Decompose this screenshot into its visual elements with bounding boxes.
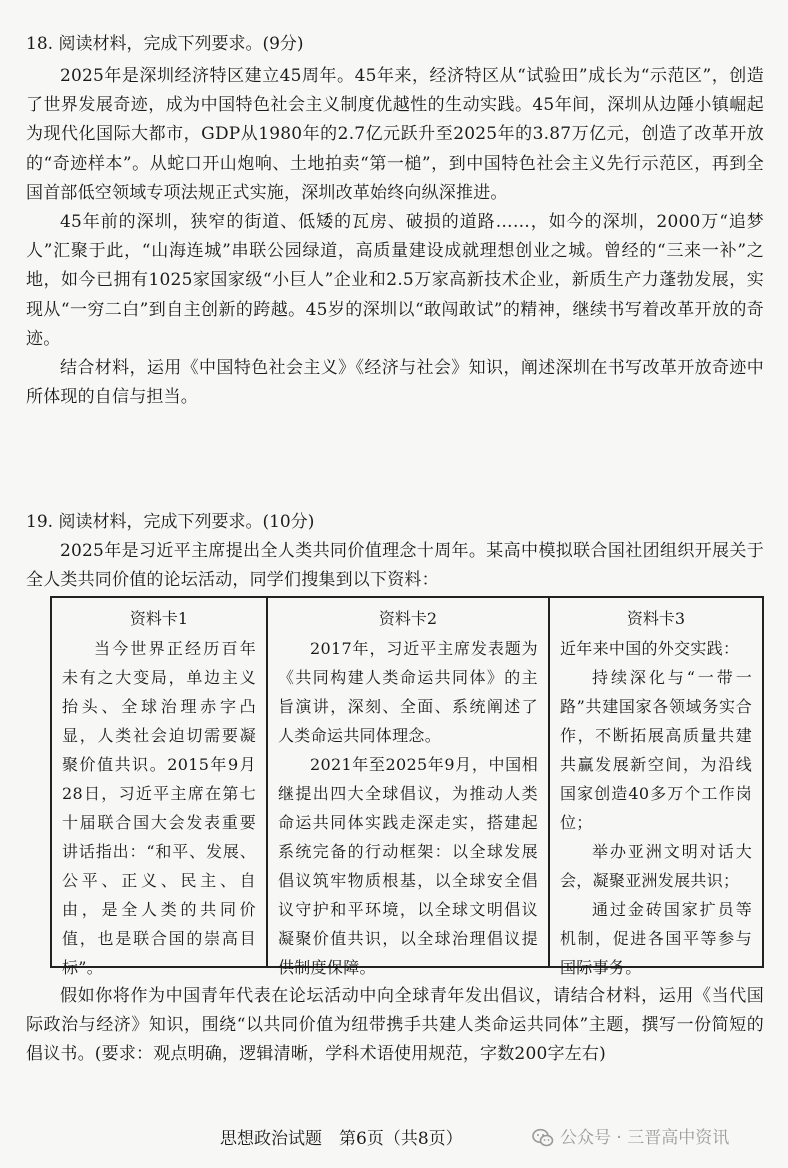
q19-task: 假如你将作为中国青年代表在论坛活动中向全球青年发出倡议，请结合材料，运用《当代国际政治与经济》知识，围绕“以共同价值为纽带携手共建人类命运共同体”主题，撰写一份简短的倡议书。(要求：观点明确，逻辑清晰，学科术语使用规范，字数200字左右) bbox=[26, 986, 764, 1065]
card-3-lead: 近年来中国的外交实践： bbox=[560, 639, 740, 658]
material-card-1 bbox=[52, 598, 266, 977]
q18-paragraph-2: 45年前的深圳，狭窄的街道、低矮的瓦房、破损的道路……，如今的深圳，2000万“追梦人”汇聚于此，“山海连城”串联公园绿道，高质量建设成就理想创业之城。曾经的“三来一补”之地，如今已拥有1025家国家级“小巨人”企业和2.5万家高新技术企业，新质生产力蓬勃发展，实现从“一穷二白”到自主创新的跨越。45岁的深圳以“敢闯敢试”的精神，继续书写着改革开放的奇迹。 bbox=[26, 212, 764, 349]
card-1-text: 当今世界正经历百年未有之大变局，单边主义抬头、全球治理赤字凸显，人类社会迫切需要凝聚价值共识。2015年9月28日，习近平主席在第七十届联合国大会发表重要讲话指出：“和平、发展、公平、正义、民主、自由，是全人类的共同价值，也是联合国的崇高目标”。 bbox=[62, 639, 256, 977]
card-3-title: 资料卡3 bbox=[626, 609, 686, 628]
watermark bbox=[532, 1125, 729, 1151]
material-card-3 bbox=[548, 598, 762, 977]
card-1-title: 资料卡1 bbox=[129, 609, 189, 628]
q19-title: 19. 阅读材料，完成下列要求。(10分) bbox=[26, 512, 315, 532]
card-3-paragraph-3: 通过金砖国家扩员等机制，促进各国平等参与国际事务。 bbox=[560, 900, 752, 977]
q19-intro: 2025年是习近平主席提出全人类共同价值理念十周年。某高中模拟联合国社团组织开展关于全人类共同价值的论坛活动，同学们搜集到以下资料： bbox=[26, 541, 764, 591]
material-cards-table bbox=[50, 596, 764, 977]
page-footer: 思想政治试题 第6页（共8页） bbox=[220, 1129, 463, 1149]
q18-question: 结合材料，运用《中国特色社会主义》《经济与社会》知识，阐述深圳在书写改革开放奇迹中所体现的自信与担当。 bbox=[26, 358, 764, 408]
wechat-icon bbox=[532, 1128, 554, 1148]
q18-paragraph-1: 2025年是深圳经济特区建立45周年。45年来，经济特区从“试验田”成长为“示范区”，创造了世界发展奇迹，成为中国特色社会主义制度优越性的生动实践。45年间，深圳从边陲小镇崛起为现代化国际大都市，GDP从1980年的2.7亿元跃升至2025年的3.87万亿元，创造了改革开放的“奇迹样本”。从蛇口开山炮响、土地拍卖“第一槌”，到中国特色社会主义先行示范区，再到全国首部低空领域专项法规正式实施，深圳改革始终向纵深推进。 bbox=[26, 66, 764, 203]
q18-title: 18. 阅读材料，完成下列要求。(9分) bbox=[26, 34, 304, 54]
card-2-paragraph-1: 2017年，习近平主席发表题为《共同构建人类命运共同体》的主旨演讲，深刻、全面、系统阐述了人类命运共同体理念。 bbox=[278, 639, 538, 745]
card-2-title: 资料卡2 bbox=[378, 609, 438, 628]
material-card-2 bbox=[266, 598, 548, 977]
watermark-text: 公众号 · 三晋高中资讯 bbox=[560, 1128, 730, 1148]
card-2-paragraph-2: 2021年至2025年9月，中国相继提出四大全球倡议，为推动人类命运共同体实践走深走实，搭建起系统完备的行动框架：以全球发展倡议筑牢物质根基，以全球安全倡议守护和平环境，以全球文明倡议凝聚价值共识，以全球治理倡议提供制度保障。 bbox=[278, 755, 538, 977]
card-3-paragraph-2: 举办亚洲文明对话大会，凝聚亚洲发展共识； bbox=[560, 842, 752, 890]
card-3-paragraph-1: 持续深化与“一带一路”共建国家各领域务实合作，不断拓展高质量共建共赢发展新空间，为沿线国家创造40多万个工作岗位； bbox=[560, 668, 752, 832]
